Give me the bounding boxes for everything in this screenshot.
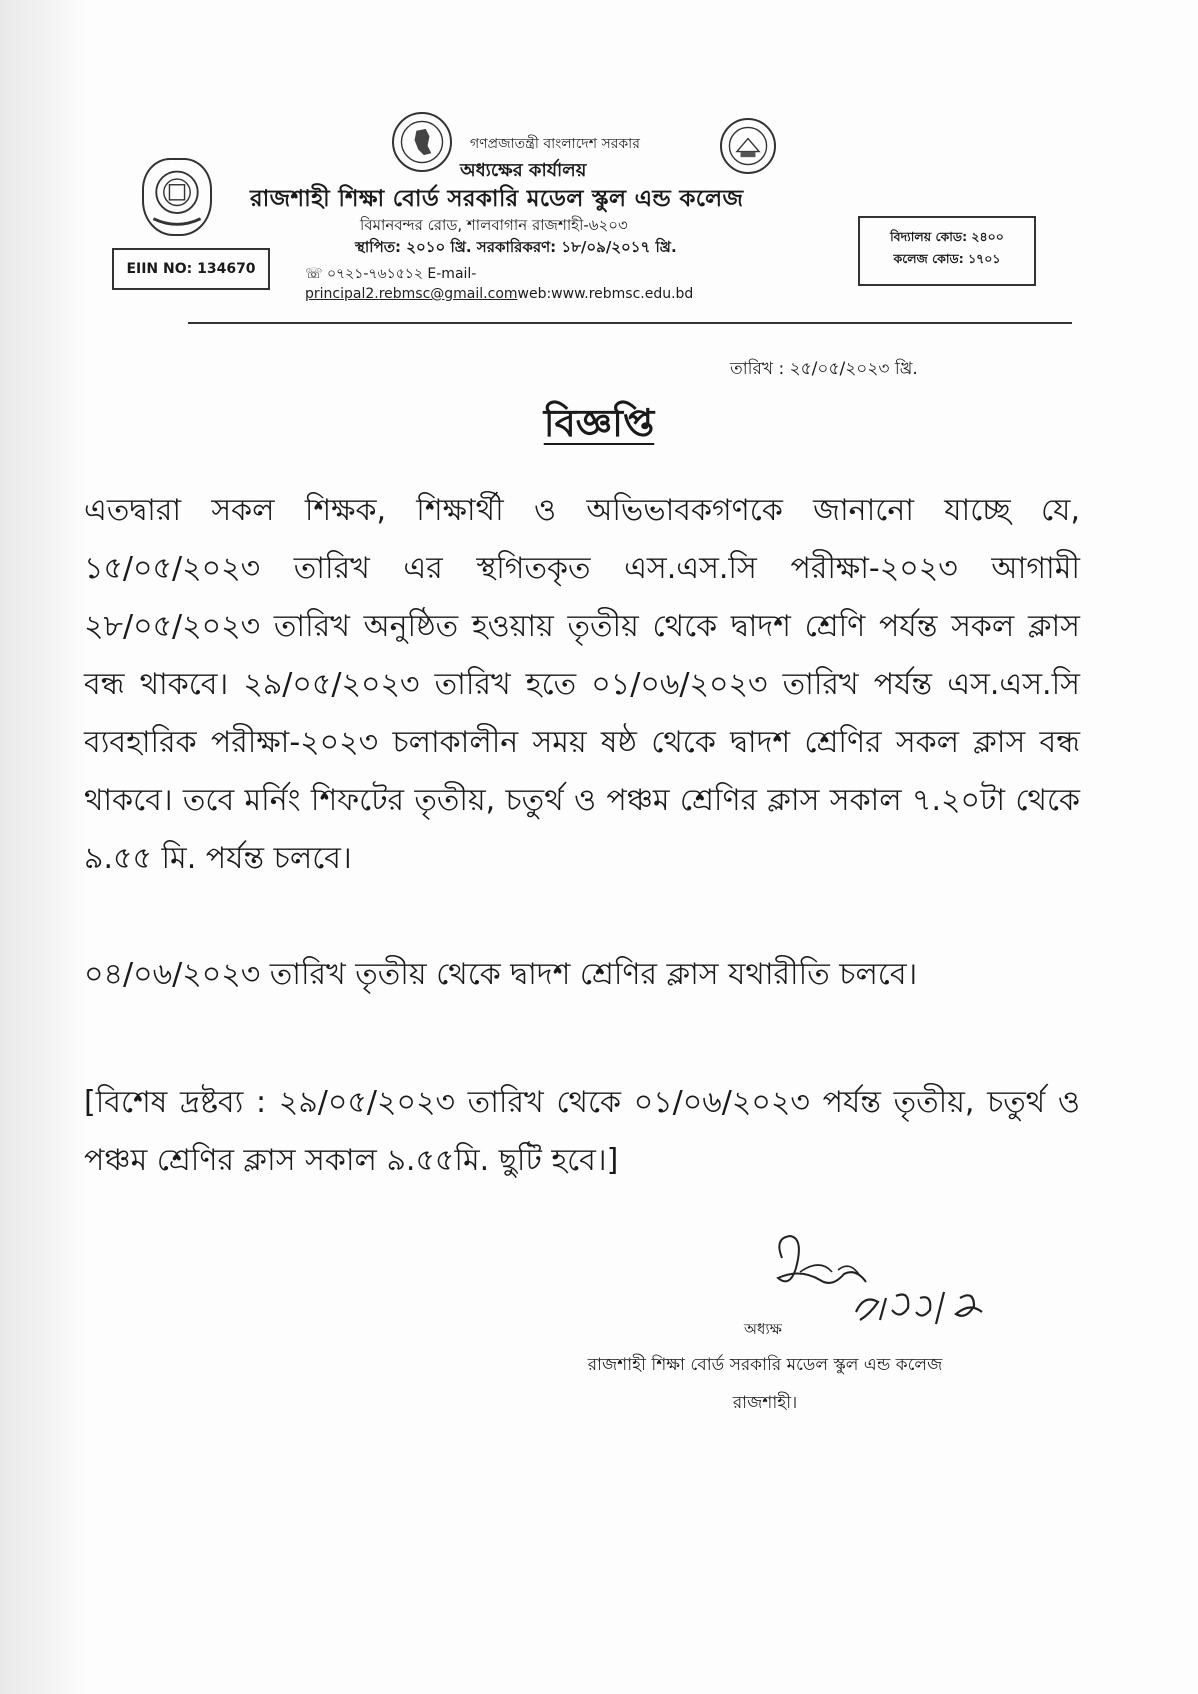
bangladesh-map-seal-icon [394, 114, 450, 170]
header-divider [188, 322, 1072, 324]
board-seal [720, 118, 776, 174]
office-line: অধ্যক্ষের কার্যালয় [460, 160, 587, 181]
eiin-box [112, 248, 270, 290]
signatory-title: অধ্যক্ষ [744, 1320, 782, 1338]
address-line: বিমানবন্দর রোড, শালবাগান রাজশাহী-৬২০৩ [360, 216, 628, 234]
school-code: বিদ্যালয় কোড: ২৪০০ [890, 229, 1004, 244]
notice-title: বিজ্ঞপ্তি [543, 401, 655, 445]
contact-line [305, 262, 865, 302]
signatory-city: রাজশাহী। [732, 1393, 798, 1413]
school-logo [142, 158, 212, 236]
established-line: স্থাপিত: ২০১০ খ্রি. সরকারিকরণ: ১৮/০৯/২০১৭ খ্রি. [355, 238, 677, 256]
email-link[interactable]: principal2.rebmsc@gmail.com [305, 286, 518, 302]
phone-text: ☏ ০৭২১-৭৬১৫১২ E-mail- [305, 266, 477, 282]
notice-paragraph-1: এতদ্বারা সকল শিক্ষক, শিক্ষার্থী ও অভিভাবকগণকে জানানো যাচ্ছে যে, ১৫/০৫/২০২৩ তারিখ এর স্থগিতকৃত এস.এস.সি পরীক্ষা-২০২৩ আগামী ২৮/০৫/২০২৩ তারিখ অনুষ্ঠিত হওয়ায় তৃতীয় থেকে দ্বাদশ শ্রেণি পর্যন্ত সকল ক্লাস বন্ধ থাকবে। ২৯/০৫/২০২৩ তারিখ হতে ০১/০৬/২০২৩ তারিখ পর্যন্ত এস.এস.সি ব্যবহারিক পরীক্ষা-২০২৩ চলাকালীন সময় ষষ্ঠ থেকে দ্বাদশ শ্রেণির সকল ক্লাস বন্ধ থাকবে। তবে মর্নিং শিফটের তৃতীয়, চতুর্থ ও পঞ্চম শ্রেণির ক্লাস সকাল ৭.২০টা থেকে ৯.৫৫ মি. পর্যন্ত চলবে। [84, 493, 1080, 876]
government-line: গণপ্রজাতন্ত্রী বাংলাদেশ সরকার [470, 136, 640, 152]
code-box [858, 216, 1036, 286]
web-text[interactable]: web:www.rebmsc.edu.bd [517, 286, 694, 302]
eiin-number: EIIN NO: 134670 [126, 261, 256, 277]
notice-date: তারিখ : ২৫/০৫/২০২৩ খ্রি. [730, 359, 918, 379]
education-board-seal-icon [722, 120, 774, 172]
school-crest-icon [144, 160, 210, 234]
school-name: রাজশাহী শিক্ষা বোর্ড সরকারি মডেল স্কুল এন্ড কলেজ [250, 186, 744, 212]
signatory-school: রাজশাহী শিক্ষা বোর্ড সরকারি মডেল স্কুল এন্ড কলেজ [587, 1355, 943, 1375]
notice-title-wrapper [0, 394, 1198, 458]
notice-paragraph-3: [বিশেষ দ্রষ্টব্য : ২৯/০৫/২০২৩ তারিখ থেকে ০১/০৬/২০২৩ পর্যন্ত তৃতীয়, চতুর্থ ও পঞ্চম শ্রেণির ক্লাস সকাল ৯.৫৫মি. ছুটি হবে।] [84, 1085, 1080, 1178]
government-seal [392, 112, 452, 172]
scan-edge-shadow [0, 0, 88, 1694]
notice-paragraph-2: ০৪/০৬/২০২৩ তারিখ তৃতীয় থেকে দ্বাদশ শ্রেণির ক্লাস যথারীতি চলবে। [84, 957, 918, 992]
college-code: কলেজ কোড: ১৭০১ [893, 251, 1001, 266]
